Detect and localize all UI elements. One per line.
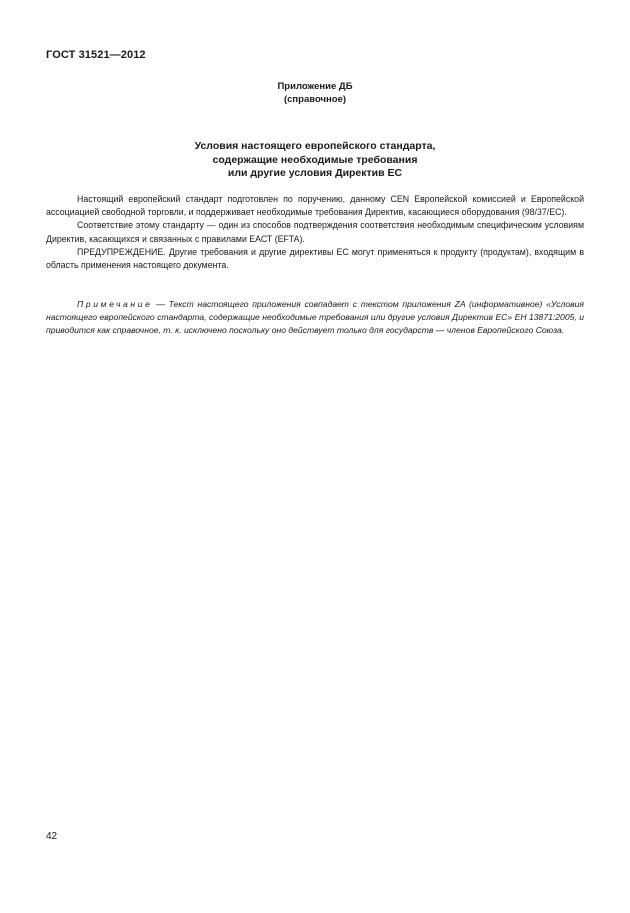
note bbox=[46, 298, 584, 338]
section-title-line: или другие условия Директив ЕС bbox=[227, 167, 403, 179]
note-label: Примечание bbox=[77, 299, 153, 309]
section-title bbox=[0, 140, 630, 181]
page-number: 42 bbox=[46, 831, 58, 842]
paragraph: Настоящий европейский стандарт подготовлен по поручению, данному CEN Европейской комиссией и Европейской ассоциацией свободной торговли, и поддерживает необходимые требования Директив, касающиеся оборудования (98/37/ЕС). bbox=[46, 194, 584, 218]
note-text: — Текст настоящего приложения совпадает с текстом приложения ZA (информативное) «Условия настоящего европейского стандарта, содержащие необходимые требования или другие условия Директив ЕС» ЕН 13871:2005, и приводится как справочное, т. к. исключено поскольку оно действует только для государств — членов Европейского Союза. bbox=[46, 299, 584, 336]
paragraph: ПРЕДУПРЕЖДЕНИЕ. Другие требования и другие директивы ЕС могут применяться к продукту (продуктам), входящим в область применения настоящего документа. bbox=[46, 246, 584, 271]
appendix-subtitle: (справочное) bbox=[283, 93, 347, 105]
body-text bbox=[46, 193, 584, 272]
appendix-heading bbox=[0, 81, 630, 106]
section-title-line: содержащие необходимые требования bbox=[212, 153, 418, 166]
section-title-line: Условия настоящего европейского стандарта, bbox=[194, 140, 436, 152]
paragraph: Соответствие этому стандарту — один из способов подтверждения соответствия необходимым специфическим условиям Директив, касающихся и связанных с правилами ЕАСТ (EFTA). bbox=[46, 220, 584, 244]
appendix-title: Приложение ДБ bbox=[277, 81, 353, 92]
standard-code: ГОСТ 31521—2012 bbox=[46, 49, 146, 61]
